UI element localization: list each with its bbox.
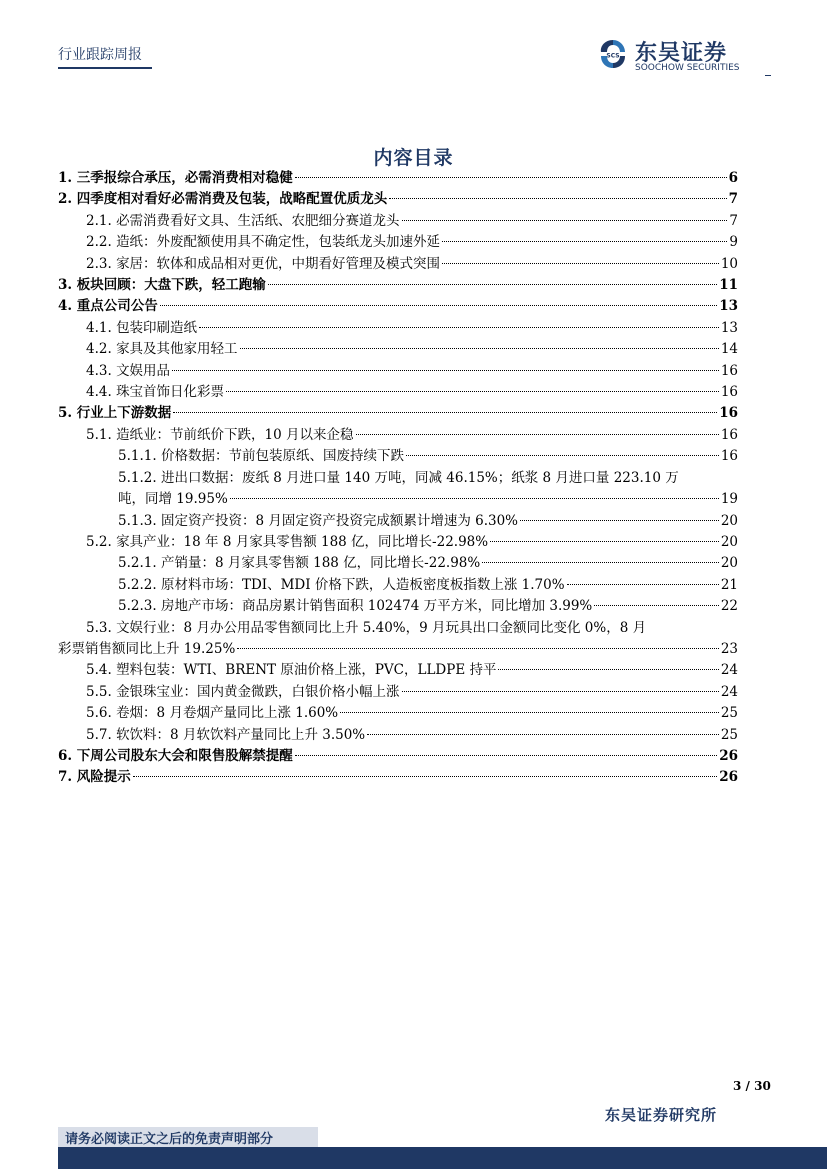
toc-leader-dots <box>442 263 719 264</box>
page-number: 3 / 30 <box>733 1079 771 1093</box>
toc-page: 25 <box>720 726 738 743</box>
toc-leader-dots <box>160 305 717 306</box>
toc-text: 必需消费看好文具、生活纸、农肥细分赛道龙头 <box>116 212 400 229</box>
toc-page: 10 <box>720 255 738 272</box>
toc-number: 5.3. <box>86 619 112 636</box>
toc-text: 造纸业：节前纸价下跌，10 月以来企稳 <box>116 426 354 443</box>
footer-disclaimer: 请务必阅读正文之后的免责声明部分 <box>65 1132 274 1147</box>
toc-text-continuation: 彩票销售额同比上升 19.25% <box>58 640 236 657</box>
toc-leader-dots <box>389 198 726 199</box>
toc-leader-dots <box>367 734 719 735</box>
toc-number: 5.2.2. <box>118 576 157 593</box>
toc-entry[interactable] <box>58 425 738 446</box>
toc-number: 5.7. <box>86 726 112 743</box>
toc-number: 5.2.3. <box>118 598 157 615</box>
toc-text: 风险提示 <box>76 769 131 786</box>
toc-entry[interactable] <box>58 446 738 467</box>
toc-entry[interactable] <box>58 339 738 360</box>
toc-number: 4.2. <box>86 341 112 358</box>
toc-leader-dots <box>490 541 719 542</box>
toc-text: 重点公司公告 <box>76 298 158 315</box>
toc-title: 内容目录 <box>373 147 454 169</box>
toc-number: 5.6. <box>86 705 112 722</box>
toc-page: 16 <box>719 405 738 422</box>
toc-entry[interactable] <box>58 361 738 382</box>
toc-number: 4.3. <box>86 362 112 379</box>
toc-entry[interactable] <box>58 275 738 296</box>
toc-number: 5.5. <box>86 683 112 700</box>
toc-number: 5.1. <box>86 426 112 443</box>
toc-text: 行业上下游数据 <box>76 405 172 422</box>
toc-text: 固定资产投资：8 月固定资产投资完成额累计增速为 6.30% <box>160 512 519 529</box>
toc-text: 家具产业：18 年 8 月家具零售额 188 亿，同比增长-22.98% <box>116 533 489 550</box>
toc-text: 板块回顾：大盘下跌，轻工跑输 <box>76 277 266 294</box>
toc-entry[interactable] <box>58 575 738 596</box>
toc-page: 24 <box>720 662 738 679</box>
toc-entry[interactable] <box>58 189 738 210</box>
report-type-label: 行业跟踪周报 <box>58 47 142 63</box>
toc-page: 22 <box>720 598 738 615</box>
toc-entry[interactable] <box>58 703 738 724</box>
toc-text: 文娱用品 <box>116 362 171 379</box>
toc-page: 16 <box>720 448 738 465</box>
toc-number: 7. <box>58 769 73 786</box>
toc-number: 4.4. <box>86 384 112 401</box>
toc-entry-continuation[interactable] <box>58 639 738 660</box>
toc-page: 16 <box>720 362 738 379</box>
toc-text: 家居：软体和成品相对更优，中期看好管理及模式突围 <box>116 255 441 272</box>
toc-number: 5.2. <box>86 533 112 550</box>
toc-number: 5.2.1. <box>118 555 157 572</box>
toc-leader-dots <box>406 455 719 456</box>
toc-leader-dots <box>520 520 719 521</box>
toc-text: 包装印刷造纸 <box>116 319 198 336</box>
toc-page: 13 <box>719 298 738 315</box>
toc-entry[interactable] <box>58 682 738 703</box>
toc-page: 19 <box>720 491 738 508</box>
toc-number: 2.3. <box>86 255 112 272</box>
logo-english-name: SOOCHOW SECURITIES <box>635 63 740 73</box>
toc-page: 23 <box>720 640 738 657</box>
toc-page: 6 <box>728 170 738 186</box>
toc-entry[interactable] <box>58 232 738 253</box>
toc-text: 价格数据：节前包装原纸、国废持续下跌 <box>160 448 404 465</box>
soochow-logo-icon <box>597 38 629 70</box>
toc-text-continuation: 吨，同增 19.95% <box>118 491 228 508</box>
toc-text: 三季报综合承压，必需消费相对稳健 <box>76 170 293 186</box>
toc-text: 进出口数据：废纸 8 月进口量 140 万吨，同减 46.15%；纸浆 8 月进口量 223.10 万 <box>160 469 679 486</box>
toc-leader-dots <box>230 498 719 499</box>
toc-leader-dots <box>356 434 719 435</box>
toc-page: 26 <box>719 747 738 764</box>
toc-entry[interactable] <box>58 532 738 553</box>
toc-page: 25 <box>720 705 738 722</box>
toc-page: 20 <box>720 555 738 572</box>
toc-number: 5.1.3. <box>118 512 157 529</box>
toc-number: 2.1. <box>86 212 112 229</box>
toc-entry-wrapped[interactable] <box>58 468 738 489</box>
toc-leader-dots <box>240 348 719 349</box>
toc-entry[interactable] <box>58 553 738 574</box>
toc-text: 珠宝首饰日化彩票 <box>116 384 225 401</box>
toc-entry[interactable] <box>58 254 738 275</box>
toc-number: 5.4. <box>86 662 112 679</box>
toc-leader-dots <box>199 327 719 328</box>
toc-number: 1. <box>58 170 73 186</box>
toc-entry[interactable] <box>58 511 738 532</box>
header-underline <box>58 67 152 69</box>
toc-number: 4. <box>58 298 73 315</box>
toc-number: 2.2. <box>86 234 112 251</box>
toc-entry[interactable] <box>58 318 738 339</box>
toc-number: 2. <box>58 191 73 208</box>
toc-entry[interactable] <box>58 660 738 681</box>
toc-leader-dots <box>402 220 728 221</box>
toc-entry[interactable] <box>58 725 738 746</box>
toc-entry[interactable] <box>58 767 738 788</box>
toc-entry[interactable] <box>58 211 738 232</box>
toc-text: 产销量：8 月家具零售额 188 亿，同比增长-22.98% <box>160 555 481 572</box>
toc-number: 3. <box>58 277 73 294</box>
toc-entry[interactable] <box>58 382 738 403</box>
toc-entry[interactable] <box>58 596 738 617</box>
toc-text: 四季度相对看好必需消费及包装，战略配置优质龙头 <box>76 191 388 208</box>
toc-entry[interactable] <box>58 403 738 424</box>
toc-text: 文娱行业：8 月办公用品零售额同比上升 5.40%，9 月玩具出口金额同比变化 0%，8 月 <box>116 619 647 636</box>
toc-leader-dots <box>498 669 718 670</box>
toc-leader-dots <box>237 648 719 649</box>
toc-page: 9 <box>729 234 738 251</box>
toc-entry[interactable] <box>58 296 738 317</box>
toc-page: 16 <box>720 426 738 443</box>
toc-leader-dots <box>295 755 717 756</box>
toc-leader-dots <box>226 391 719 392</box>
toc-text: 金银珠宝业：国内黄金微跌，白银价格小幅上涨 <box>116 683 400 700</box>
toc-leader-dots <box>295 177 727 178</box>
toc-page: 14 <box>720 341 738 358</box>
toc-leader-dots <box>173 412 717 413</box>
toc-leader-dots <box>442 241 727 242</box>
toc-page: 24 <box>720 683 738 700</box>
toc-leader-dots <box>594 605 719 606</box>
header-tick-mark <box>765 75 771 76</box>
toc-page: 20 <box>720 512 738 529</box>
toc-page: 13 <box>720 319 738 336</box>
company-logo <box>597 36 772 78</box>
toc-page: 26 <box>719 769 738 786</box>
toc-entry[interactable] <box>58 746 738 767</box>
logo-chinese-name: 东吴证券 <box>635 41 728 66</box>
toc-entry-wrapped[interactable] <box>58 618 738 639</box>
toc-text: 家具及其他家用轻工 <box>116 341 238 358</box>
toc-number: 4.1. <box>86 319 112 336</box>
toc-leader-dots <box>340 712 719 713</box>
toc-text: 软饮料：8 月软饮料产量同比上升 3.50% <box>116 726 366 743</box>
toc-text: 房地产市场：商品房累计销售面积 102474 万平方米，同比增加 3.99% <box>160 598 593 615</box>
toc-number: 5. <box>58 405 73 422</box>
toc-leader-dots <box>172 370 719 371</box>
toc-number: 5.1.2. <box>118 469 157 486</box>
toc-leader-dots <box>133 776 717 777</box>
toc-page: 16 <box>720 384 738 401</box>
footer-bar <box>58 1147 827 1169</box>
toc-leader-dots <box>402 691 719 692</box>
toc-leader-dots <box>567 584 719 585</box>
toc-entry-continuation[interactable] <box>58 489 738 510</box>
toc-page: 21 <box>720 576 738 593</box>
toc-text: 塑料包装：WTI、BRENT 原油价格上涨，PVC，LLDPE 持平 <box>116 662 497 679</box>
toc-leader-dots <box>268 284 717 285</box>
toc-page: 7 <box>728 191 738 208</box>
toc-page: 11 <box>719 277 738 294</box>
toc-text: 原材料市场：TDI、MDI 价格下跌，人造板密度板指数上涨 1.70% <box>160 576 565 593</box>
toc-page: 20 <box>720 533 738 550</box>
footer-institute: 东吴证券研究所 <box>605 1106 718 1124</box>
toc-page: 7 <box>729 212 738 229</box>
toc-text: 造纸：外废配额使用具不确定性，包装纸龙头加速外延 <box>116 234 441 251</box>
toc-leader-dots <box>482 562 719 563</box>
toc-number: 6. <box>58 747 73 764</box>
toc-text: 下周公司股东大会和限售股解禁提醒 <box>76 747 293 764</box>
table-of-contents <box>58 168 738 789</box>
toc-entry[interactable] <box>58 168 738 189</box>
toc-number: 5.1.1. <box>118 448 157 465</box>
logo-mark-text: SCS <box>606 52 620 60</box>
toc-text: 卷烟：8 月卷烟产量同比上涨 1.60% <box>116 705 339 722</box>
